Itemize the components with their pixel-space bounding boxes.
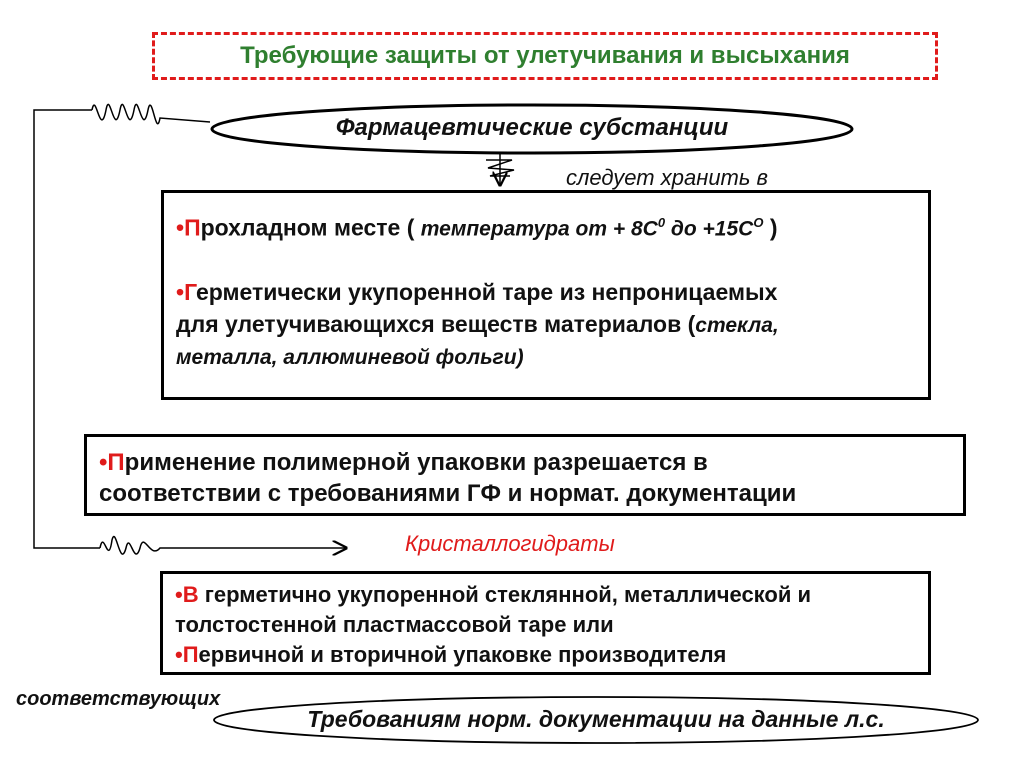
bullet: • [175, 582, 183, 607]
top-node-text: Фармацевтические субстанции [335, 114, 729, 141]
hermetic-text-2: для улетучивающихся веществ материалов ( [176, 310, 696, 337]
crystallohydrates-box [160, 571, 931, 675]
hermetic-glass-text-1: герметично укупоренной стеклянной, металлической и [198, 582, 811, 607]
primary-packaging-line [175, 640, 916, 670]
initial-letter: П [184, 214, 201, 241]
initial-letter: Г [184, 278, 196, 305]
polymer-line1 [99, 447, 951, 478]
initial-letter: П [107, 449, 125, 476]
initial-letter: П [182, 642, 199, 667]
cool-place-close: ) [763, 214, 778, 241]
initial-letter: В [182, 582, 199, 607]
bullet: • [176, 214, 185, 241]
bottom-node-text: Требованиям норм. документации на данные л.с. [307, 706, 885, 732]
storage-conditions-box [161, 190, 931, 400]
hermetic-item-line2 [176, 308, 916, 342]
storage-label: следует хранить в [566, 165, 769, 190]
bullet: • [175, 642, 183, 667]
degree-sup-1: 0 [657, 215, 666, 230]
hermetic-detail-2: металла, аллюминевой фольги) [176, 345, 524, 369]
bottom-squiggle [100, 537, 346, 555]
bullet: • [176, 278, 185, 305]
temperature-detail-2: до +15С [665, 217, 754, 241]
hermetic-text-1: ерметически укупоренной таре из непроницаемых [195, 278, 778, 305]
cool-place-item [176, 207, 916, 246]
title-text: Требующие защиты от улетучивания и высыхания [240, 42, 850, 69]
cool-place-text: рохладном месте ( [200, 214, 421, 241]
top-squiggle [92, 104, 210, 123]
degree-sup-2: О [753, 215, 764, 230]
corresponding-label: соответствующих [16, 688, 221, 710]
temperature-detail: температура от + 8С [420, 217, 658, 241]
hermetic-glass-text-2: толстостенной пластмассовой таре или [175, 612, 614, 637]
title-box [152, 32, 938, 80]
bullet: • [99, 449, 108, 476]
polymer-text-2: соответствии с требованиями ГФ и нормат. документации [99, 480, 797, 507]
hermetic-item-line1 [176, 276, 916, 308]
primary-packaging-text: ервичной и вторичной упаковке производителя [198, 642, 727, 667]
polymer-text-1: рименение полимерной упаковки разрешается в [124, 449, 708, 476]
crystallohydrates-label: Кристаллогидраты [405, 531, 615, 556]
hermetic-glass-line1 [175, 580, 916, 610]
polymer-packaging-box [84, 434, 966, 516]
hermetic-detail-1: стекла, [695, 313, 779, 337]
